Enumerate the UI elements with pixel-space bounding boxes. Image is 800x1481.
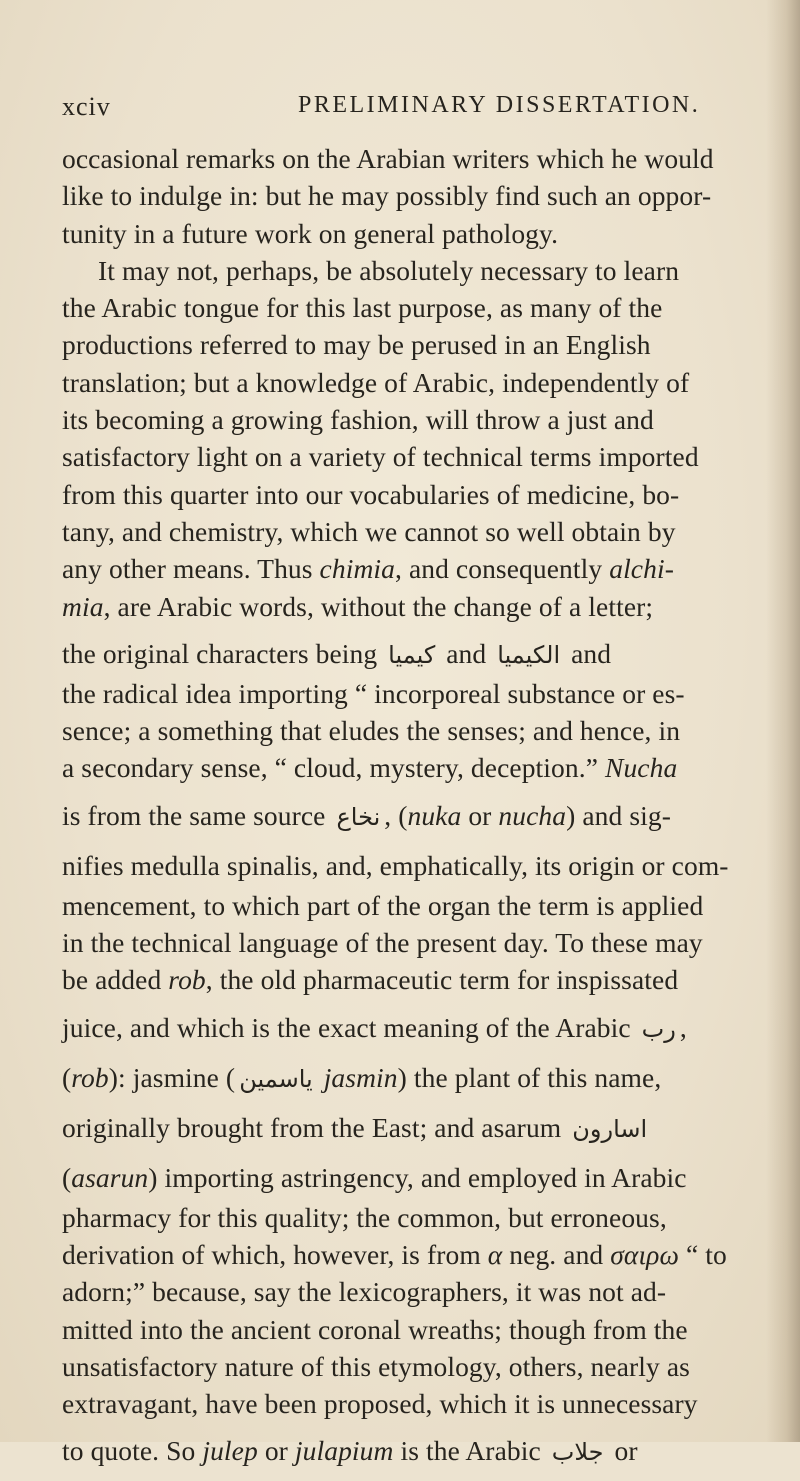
text-run: to quote. So: [62, 1435, 203, 1467]
text-line: [62, 588, 792, 625]
text-run: productions referred to may be perused in an English: [62, 329, 651, 361]
text-run: or: [257, 1435, 295, 1467]
text-run: , the old pharmaceutic term for inspissated: [205, 964, 679, 996]
text-run: be added: [62, 964, 169, 996]
text-run: [317, 1062, 324, 1093]
text-run: satisfactory light on a variety of technical terms imported: [62, 441, 699, 473]
text-line: [62, 675, 792, 712]
text-line: [62, 289, 792, 326]
text-run: occasional remarks on the Arabian writers which he would: [62, 143, 714, 174]
text-run: juice, and which is the exact meaning of the Arabic: [62, 1011, 638, 1043]
text-run: or: [607, 1435, 638, 1467]
text-line: [62, 1236, 792, 1273]
italic-term: mia: [62, 590, 104, 622]
text-line: [62, 749, 792, 786]
text-run: like to indulge in: but he may possibly find such an oppor-: [62, 180, 712, 212]
text-line: [62, 326, 792, 363]
text-run: or: [461, 799, 499, 831]
text-line: [62, 401, 792, 438]
text-line: [62, 1049, 792, 1099]
text-line: [62, 1422, 792, 1472]
text-line: [62, 1273, 792, 1310]
arabic-word: الكيميا: [497, 640, 561, 669]
italic-term: nuka: [407, 799, 462, 831]
text-run: ): jasmine (: [108, 1061, 236, 1093]
text-line: [62, 787, 792, 837]
text-line: [62, 140, 792, 177]
text-run: is from the same source: [62, 799, 333, 831]
italic-term: rob: [71, 1061, 109, 1093]
italic-term: jasmin: [323, 1061, 398, 1093]
italic-term: chimia: [319, 553, 395, 585]
text-line: [62, 364, 792, 401]
text-run: ,: [679, 1011, 687, 1043]
text-line: [62, 513, 792, 550]
body-text: [62, 140, 792, 1472]
text-run: pharmacy for this quality; the common, but erroneous,: [62, 1201, 667, 1233]
text-run: the radical idea importing “ incorporeal substance or es-: [62, 677, 685, 709]
text-run: any other means. Thus: [62, 553, 320, 585]
text-line: [62, 961, 792, 998]
text-run: tany, and chemistry, which we cannot so well obtain by: [62, 515, 676, 547]
text-run: the original characters being: [62, 637, 385, 669]
text-line: [62, 999, 792, 1049]
text-line: [62, 712, 792, 749]
italic-term: rob: [168, 964, 206, 996]
text-run: It may not, perhaps, be absolutely necessary to learn: [98, 254, 680, 286]
text-run: adorn;” because, say the lexicographers, it was not ad-: [62, 1276, 667, 1308]
text-run: derivation of which, however, is from: [62, 1238, 488, 1270]
italic-term: nucha: [498, 799, 567, 831]
text-run: a secondary sense, “ cloud, mystery, deception.”: [62, 752, 605, 784]
text-line: [62, 550, 792, 587]
text-run: ) the plant of this name,: [397, 1061, 662, 1093]
text-line: [62, 177, 792, 214]
text-run: unsatisfactory nature of this etymology, others, nearly as: [62, 1350, 690, 1382]
text-line: [62, 1311, 792, 1348]
text-run: its becoming a growing fashion, will throw a just and: [62, 404, 654, 436]
text-run: in the technical language of the present day. To these may: [62, 927, 703, 959]
text-line: [62, 887, 792, 924]
arabic-word: ياسمين: [239, 1064, 313, 1093]
text-run: from this quarter into our vocabularies of medicine, bo-: [62, 478, 680, 510]
italic-term: julapium: [294, 1435, 394, 1467]
arabic-word: جلاب: [551, 1438, 604, 1467]
text-line: [62, 252, 792, 289]
text-run: mitted into the ancient coronal wreaths; though from the: [62, 1313, 688, 1345]
text-run: tunity in a future work on general pathology.: [62, 217, 559, 249]
text-run: ) and sig-: [566, 799, 671, 831]
text-run: sence; a something that eludes the senses; and hence, in: [62, 715, 681, 747]
italic-term: Nucha: [605, 752, 678, 784]
text-line: [62, 837, 792, 887]
italic-term: julep: [202, 1435, 258, 1467]
text-run: and: [564, 637, 612, 669]
text-run: nifies medulla spinalis, and, emphatically, its origin or com-: [62, 849, 729, 881]
text-line: [62, 1099, 792, 1149]
text-line: [62, 438, 792, 475]
text-run: (: [62, 1061, 72, 1093]
text-line: [62, 1149, 792, 1199]
italic-term: asarun: [71, 1161, 149, 1193]
italic-term: α: [487, 1238, 503, 1270]
text-run: , are Arabic words, without the change of a letter;: [103, 590, 654, 622]
text-line: [62, 1348, 792, 1385]
arabic-word: رب: [641, 1014, 676, 1043]
text-run: ) importing astringency, and employed in Arabic: [148, 1161, 687, 1193]
text-run: translation; but a knowledge of Arabic, independently of: [62, 366, 690, 398]
text-line: [62, 1385, 792, 1422]
arabic-word: كيميا: [388, 640, 436, 669]
text-line: [62, 1199, 792, 1236]
text-run: originally brought from the East; and asarum: [62, 1111, 569, 1143]
text-run: neg. and: [502, 1238, 611, 1270]
italic-term: σαιρω: [610, 1238, 680, 1270]
text-run: the Arabic tongue for this last purpose, as many of the: [62, 292, 663, 324]
text-line: [62, 476, 792, 513]
text-run: extravagant, have been proposed, which it is unnecessary: [62, 1388, 698, 1420]
text-run: (: [62, 1161, 72, 1193]
text-line: [62, 924, 792, 961]
text-run: mencement, to which part of the organ the term is applied: [62, 889, 704, 921]
arabic-word: نخاع: [336, 802, 381, 831]
running-head: PRELIMINARY DISSERTATION.: [298, 92, 701, 118]
text-line: [62, 215, 792, 252]
text-run: , (: [384, 799, 408, 831]
text-run: , and consequently: [395, 553, 610, 585]
arabic-word: اسارون: [572, 1114, 648, 1143]
page-number: xciv: [62, 92, 111, 121]
text-run: is the Arabic: [393, 1435, 548, 1467]
italic-term: alchi-: [609, 553, 674, 585]
page-header: [62, 92, 762, 132]
text-run: and: [439, 637, 494, 669]
text-run: “ to: [679, 1238, 727, 1270]
text-line: [62, 625, 792, 675]
